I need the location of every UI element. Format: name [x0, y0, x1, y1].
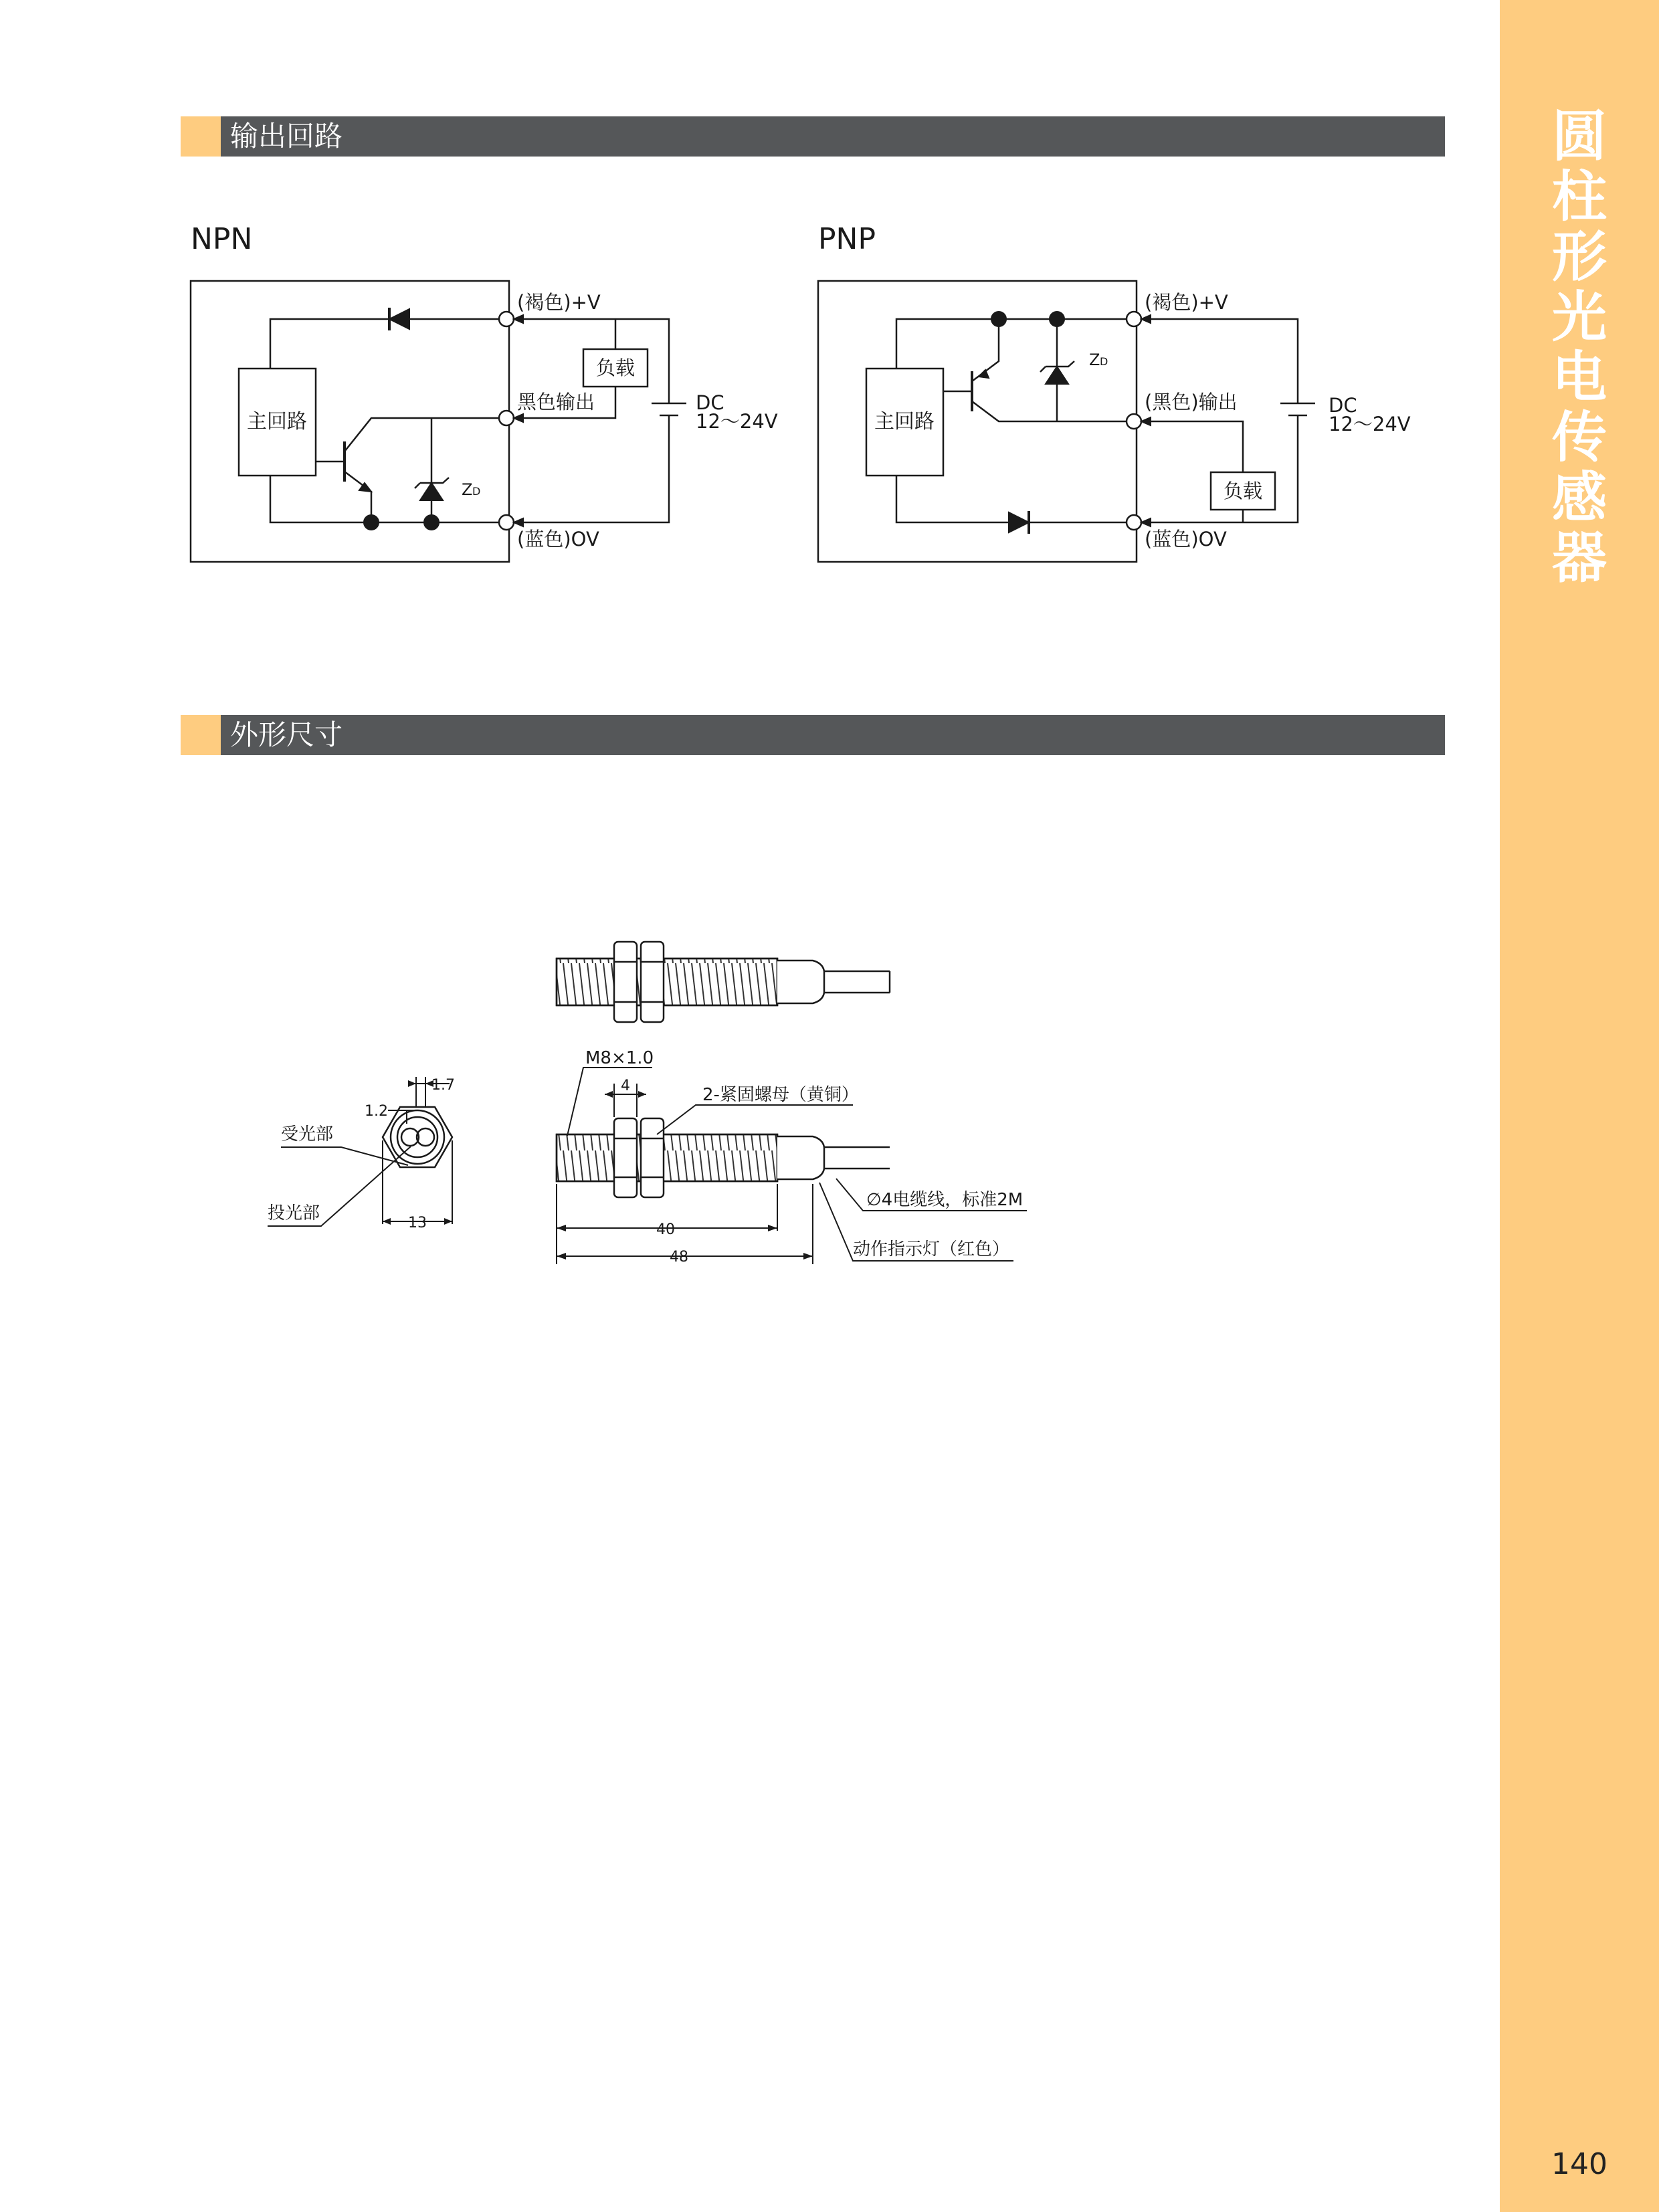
emitter-label: 投光部 — [268, 1203, 320, 1223]
npn-zd-label: Z — [462, 480, 473, 499]
pnp-zd-label: Z — [1089, 350, 1100, 369]
pnp-main-circuit-label: 主回路 — [874, 410, 935, 433]
junction-dot — [424, 515, 439, 530]
cable-label: ∅4电缆线，标准2M — [866, 1190, 1023, 1210]
pnp-dc-label: DC — [1329, 394, 1357, 417]
dim-13: 13 — [408, 1215, 427, 1231]
dim-40: 40 — [656, 1221, 675, 1238]
page-number: 140 — [1551, 2147, 1607, 2181]
junction-dot — [364, 515, 379, 530]
npn-voltage-label: 12～24V — [696, 410, 778, 433]
sensor-side-view-dimensioned — [557, 1118, 890, 1197]
pnp-plus-v-label: (褐色)+V — [1145, 291, 1228, 314]
indicator-label: 动作指示灯（红色） — [853, 1239, 1010, 1260]
receiver-label: 受光部 — [281, 1124, 334, 1144]
dim-4: 4 — [621, 1078, 630, 1094]
junction-dot — [1050, 312, 1064, 326]
pnp-load-label: 负载 — [1223, 480, 1263, 502]
wiring-diagrams — [0, 0, 1498, 669]
pnp-voltage-label: 12～24V — [1329, 413, 1411, 435]
sidebar-title-char: 圆 — [1551, 105, 1607, 169]
dim-1-7: 1.7 — [431, 1077, 455, 1094]
sidebar-title — [1500, 107, 1659, 589]
dim-1-2: 1.2 — [365, 1103, 388, 1120]
dimension-drawing — [0, 870, 1498, 1304]
npn-load-label: 负载 — [595, 357, 636, 379]
pnp-output-label: (黑色)输出 — [1145, 391, 1238, 413]
npn-dc-label: DC — [696, 391, 724, 414]
sensor-side-view-top — [557, 942, 890, 1022]
sidebar-title-char: 柱 — [1551, 165, 1607, 229]
npn-heading: NPN — [191, 222, 253, 256]
section-title: 外形尺寸 — [230, 718, 343, 751]
pnp-zd-sub: D — [1100, 355, 1108, 368]
sidebar-title-char: 传 — [1551, 406, 1607, 470]
sidebar — [1500, 0, 1659, 2212]
pnp-zero-v-label: (蓝色)OV — [1145, 528, 1227, 550]
sidebar-title-char: 感 — [1551, 466, 1607, 530]
npn-main-circuit-label: 主回路 — [247, 410, 307, 433]
npn-zd-sub: D — [472, 485, 481, 498]
npn-plus-v-label: (褐色)+V — [517, 291, 601, 314]
dim-48: 48 — [670, 1249, 688, 1266]
pnp-heading: PNP — [818, 222, 876, 256]
thread-label: M8×1.0 — [585, 1048, 654, 1068]
sidebar-title-char: 器 — [1551, 526, 1607, 590]
section-accent — [181, 715, 221, 755]
npn-output-label: 黑色输出 — [517, 391, 595, 413]
sidebar-title-char: 光 — [1551, 286, 1607, 349]
sidebar-title-char: 形 — [1551, 225, 1607, 289]
nuts-label: 2-紧固螺母（黄铜） — [702, 1085, 859, 1105]
sidebar-title-char: 电 — [1551, 346, 1607, 409]
junction-dot — [991, 312, 1006, 326]
section-header-dimensions — [181, 715, 1445, 755]
section-title: 输出回路 — [230, 120, 343, 153]
npn-zero-v-label: (蓝色)OV — [517, 528, 599, 550]
sensor-front-view — [383, 1107, 452, 1167]
